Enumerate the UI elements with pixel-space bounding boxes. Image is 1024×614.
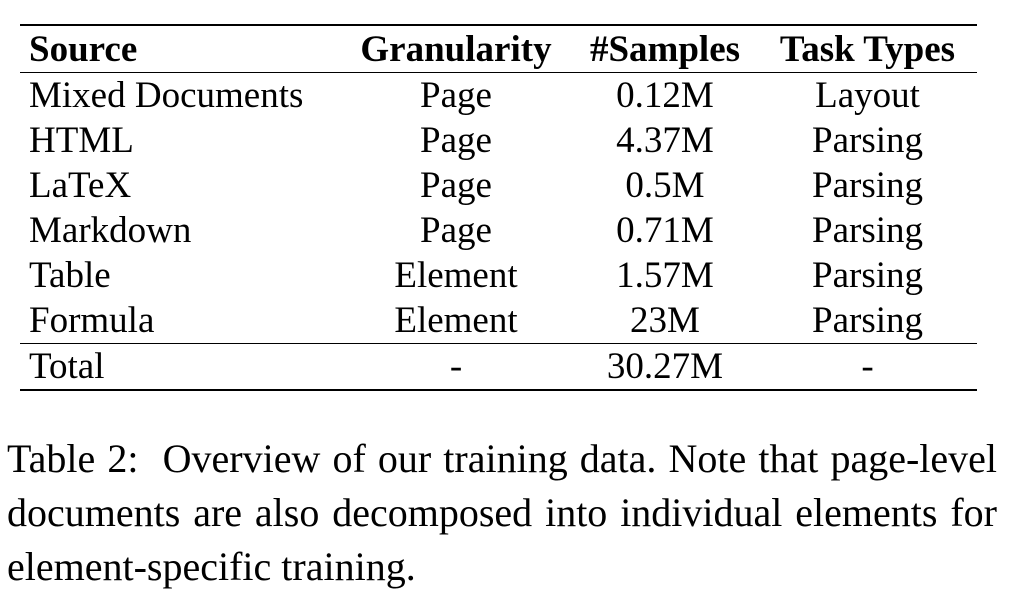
total-task-types: -: [861, 346, 874, 387]
caption-text: Overview of our training data. Note that page-level documents are also decomposed into individual elements for element-specific training.: [7, 436, 997, 589]
cell-source: Mixed Documents: [29, 75, 304, 116]
header-granularity: Granularity: [360, 28, 552, 70]
cell-samples: 23M: [630, 300, 700, 341]
cell-samples: 0.5M: [625, 165, 705, 206]
cell-granularity: Element: [394, 300, 518, 341]
training-data-table: [20, 24, 977, 391]
table-row: [20, 208, 977, 253]
training-data-table-container: [20, 24, 977, 391]
caption-label: Table 2:: [7, 436, 139, 481]
header-task-types: Task Types: [779, 28, 956, 70]
total-row: [20, 344, 977, 391]
cell-task-type: Parsing: [812, 165, 923, 206]
table-body: [20, 73, 977, 391]
cell-task-type: Parsing: [812, 210, 923, 251]
table-row: [20, 253, 977, 298]
cell-samples: 0.71M: [616, 210, 714, 251]
cell-source: HTML: [29, 120, 134, 161]
cell-source: Table: [29, 255, 111, 296]
cell-samples: 1.57M: [616, 255, 714, 296]
table-header: [20, 25, 977, 73]
total-samples: 30.27M: [606, 346, 724, 387]
total-granularity: -: [449, 346, 463, 387]
cell-task-type: Parsing: [812, 120, 923, 161]
table-caption: [7, 432, 997, 594]
cell-source: LaTeX: [29, 165, 132, 206]
cell-granularity: Element: [394, 255, 518, 296]
header-row: [20, 25, 977, 73]
header-samples: #Samples: [589, 28, 741, 70]
table-row: [20, 163, 977, 208]
table-row: [20, 118, 977, 163]
cell-samples: 0.12M: [616, 75, 714, 116]
table-row: [20, 298, 977, 344]
cell-granularity: Page: [420, 120, 492, 161]
cell-granularity: Page: [420, 210, 492, 251]
total-label: Total: [29, 346, 105, 387]
header-source: Source: [29, 28, 138, 70]
cell-task-type: Parsing: [812, 300, 923, 341]
cell-samples: 4.37M: [616, 120, 714, 161]
cell-task-type: Parsing: [812, 255, 923, 296]
cell-task-type: Layout: [815, 75, 920, 116]
cell-granularity: Page: [420, 165, 492, 206]
table-row: [20, 73, 977, 119]
cell-source: Markdown: [29, 210, 192, 251]
cell-source: Formula: [29, 300, 155, 341]
cell-granularity: Page: [420, 75, 492, 116]
